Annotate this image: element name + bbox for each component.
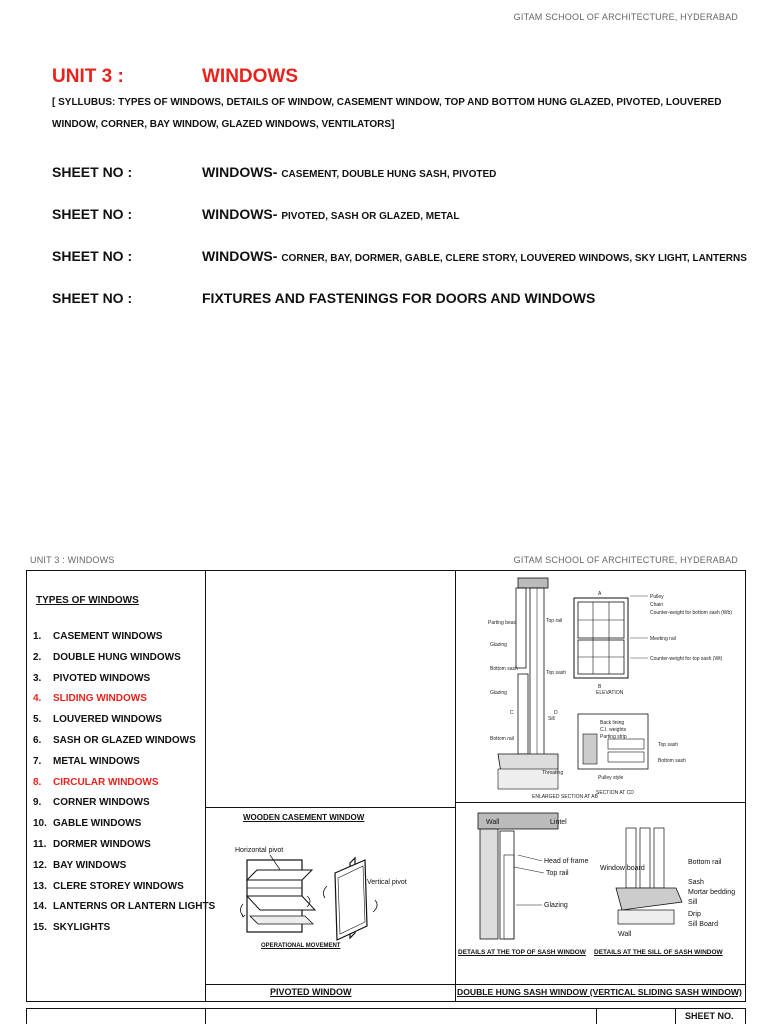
syllabus xyxy=(52,92,752,136)
window-type-number: 8. xyxy=(33,776,42,788)
window-type-label: SKYLIGHTS xyxy=(53,922,111,934)
svg-text:Top sash: Top sash xyxy=(546,670,567,676)
svg-text:Head of frame: Head of frame xyxy=(544,858,589,865)
window-type-number: 10. xyxy=(33,818,47,830)
pivoted-window-caption: PIVOTED WINDOW xyxy=(270,987,352,997)
window-type-item xyxy=(33,693,147,704)
sash-sill-detail xyxy=(596,818,746,942)
svg-text:Bottom rail: Bottom rail xyxy=(688,859,722,866)
window-type-item xyxy=(33,673,150,684)
window-type-item xyxy=(33,652,181,663)
svg-text:Counter-weight for top sash (W: Counter-weight for top sash (Wt) xyxy=(650,656,723,662)
operational-movement-caption: OPERATIONAL MOVEMENT xyxy=(261,943,341,949)
vertical-pivot-label: Vertical pivot xyxy=(367,879,407,886)
window-type-label: DORMER WINDOWS xyxy=(53,839,151,850)
window-type-number: 12. xyxy=(33,859,47,871)
svg-text:ENLARGED SECTION AT AB: ENLARGED SECTION AT AB xyxy=(532,794,598,800)
window-type-label: LANTERNS OR LANTERN LIGHTS xyxy=(53,901,216,913)
divider xyxy=(205,807,455,808)
svg-text:Top rail: Top rail xyxy=(546,870,569,877)
title-block xyxy=(26,1008,746,1024)
svg-text:Window board: Window board xyxy=(600,865,645,872)
divider xyxy=(596,1008,597,1024)
window-type-number: 14. xyxy=(33,901,47,913)
sash-sill-caption: DETAILS AT THE SILL OF SASH WINDOW xyxy=(594,949,723,956)
window-type-label: CLERE STOREY WINDOWS xyxy=(53,880,184,892)
window-type-number: 2. xyxy=(33,651,42,663)
window-type-item xyxy=(33,839,151,850)
window-type-number: 6. xyxy=(33,735,42,746)
unit-title: WINDOWS xyxy=(202,66,299,87)
svg-text:Bottom rail: Bottom rail xyxy=(490,736,514,742)
window-type-item xyxy=(33,777,159,788)
svg-text:Throating: Throating xyxy=(542,770,564,776)
svg-text:D: D xyxy=(554,710,558,716)
sheet-title: WINDOWS- PIVOTED, SASH OR GLAZED, METAL xyxy=(202,206,460,222)
svg-text:Mortar bedding: Mortar bedding xyxy=(688,889,736,896)
syllabus-line-2: WINDOW, CORNER, BAY WINDOW, GLAZED WINDOWS, VENTILATORS] xyxy=(52,119,395,130)
window-type-number: 11. xyxy=(33,839,47,850)
window-type-label: METAL WINDOWS xyxy=(53,755,140,767)
svg-text:Sill Board: Sill Board xyxy=(688,921,718,928)
window-type-item xyxy=(33,735,196,746)
divider xyxy=(205,570,206,1002)
institute-header: GITAM SCHOOL OF ARCHITECTURE, HYDERABAD xyxy=(513,12,738,22)
window-type-label: CIRCULAR WINDOWS xyxy=(53,776,159,788)
window-type-number: 4. xyxy=(33,693,42,705)
svg-text:Back lining: Back lining xyxy=(600,720,625,726)
divider xyxy=(455,570,456,1002)
window-type-label: DOUBLE HUNG WINDOWS xyxy=(53,651,181,663)
window-type-item xyxy=(33,631,162,642)
svg-text:Lintel: Lintel xyxy=(550,819,567,826)
sash-top-detail xyxy=(458,805,593,945)
window-type-item xyxy=(33,714,162,725)
svg-text:C.I. weights: C.I. weights xyxy=(600,727,627,733)
divider xyxy=(205,1008,206,1024)
svg-text:Chain: Chain xyxy=(650,602,664,608)
window-type-label: CASEMENT WINDOWS xyxy=(53,631,163,642)
window-type-label: LOUVERED WINDOWS xyxy=(53,714,162,726)
svg-text:Sash: Sash xyxy=(688,879,704,886)
sheet-no-label: SHEET NO. xyxy=(685,1011,734,1021)
svg-text:Bottom sash: Bottom sash xyxy=(490,666,518,672)
svg-text:Glazing: Glazing xyxy=(490,642,507,648)
sheet-label: SHEET NO : xyxy=(52,206,133,222)
svg-text:SECTION AT CD: SECTION AT CD xyxy=(596,790,634,796)
window-type-item xyxy=(33,901,215,912)
window-type-label: SASH OR GLAZED WINDOWS xyxy=(53,735,196,746)
institute-header: GITAM SCHOOL OF ARCHITECTURE, HYDERABAD xyxy=(513,555,738,565)
wooden-casement-caption: WOODEN CASEMENT WINDOW xyxy=(243,813,365,822)
svg-text:Top sash: Top sash xyxy=(658,742,679,748)
svg-text:Counter-weight for bottom sash: Counter-weight for bottom sash (Wb) xyxy=(650,610,732,616)
window-type-label: BAY WINDOWS xyxy=(53,859,127,871)
sheet-label: SHEET NO : xyxy=(52,290,133,306)
window-type-item xyxy=(33,860,126,871)
window-type-item xyxy=(33,818,141,829)
svg-text:Bottom sash: Bottom sash xyxy=(658,758,686,764)
svg-text:Parting bead: Parting bead xyxy=(488,620,517,626)
window-type-number: 9. xyxy=(33,797,42,809)
divider xyxy=(455,802,746,803)
svg-text:Wall: Wall xyxy=(486,819,500,826)
window-type-number: 3. xyxy=(33,672,42,684)
svg-text:ELEVATION: ELEVATION xyxy=(596,690,624,696)
sash-top-caption: DETAILS AT THE TOP OF SASH WINDOW xyxy=(458,949,586,956)
pivoted-window-drawing xyxy=(225,838,435,958)
divider xyxy=(205,984,746,985)
svg-text:Top rail: Top rail xyxy=(546,618,563,624)
unit-label: UNIT 3 : xyxy=(52,66,124,87)
svg-text:C: C xyxy=(510,710,514,716)
window-type-number: 5. xyxy=(33,714,42,726)
horizontal-pivot-label: Horizontal pivot xyxy=(235,847,284,854)
divider xyxy=(675,1008,676,1024)
syllabus-line-1: [ SYLLUBUS: TYPES OF WINDOWS, DETAILS OF WINDOW, CASEMENT WINDOW, TOP AND BOTTOM HUNG GLAZED, PIVOTED, LOUVERED xyxy=(52,97,722,108)
sheet-title: FIXTURES AND FASTENINGS FOR DOORS AND WINDOWS xyxy=(202,290,596,306)
window-type-item xyxy=(33,797,150,808)
window-type-item xyxy=(33,922,110,933)
window-type-item xyxy=(33,756,140,767)
window-type-label: SLIDING WINDOWS xyxy=(53,693,147,705)
svg-text:A: A xyxy=(598,591,602,597)
svg-text:Sill: Sill xyxy=(688,899,698,906)
double-hung-caption: DOUBLE HUNG SASH WINDOW (VERTICAL SLIDING SASH WINDOW) xyxy=(457,987,742,997)
svg-text:Meeting rail: Meeting rail xyxy=(650,636,676,642)
window-type-label: GABLE WINDOWS xyxy=(53,818,142,830)
svg-text:B: B xyxy=(598,684,602,690)
window-type-item xyxy=(33,881,184,892)
sheet-label: SHEET NO : xyxy=(52,164,133,180)
svg-text:Pulley style: Pulley style xyxy=(598,775,624,781)
sheet-title: WINDOWS- CASEMENT, DOUBLE HUNG SASH, PIVOTED xyxy=(202,164,497,180)
sheet-label: SHEET NO : xyxy=(52,248,133,264)
svg-text:Wall: Wall xyxy=(618,931,632,938)
svg-text:Sill: Sill xyxy=(548,716,555,722)
svg-text:Glazing: Glazing xyxy=(544,902,568,909)
svg-text:Parting strip: Parting strip xyxy=(600,734,627,740)
window-type-label: PIVOTED WINDOWS xyxy=(53,672,151,684)
window-type-number: 7. xyxy=(33,755,42,767)
window-type-number: 15. xyxy=(33,922,47,934)
svg-text:Pulley: Pulley xyxy=(650,594,664,600)
window-type-number: 1. xyxy=(33,631,42,642)
types-heading: TYPES OF WINDOWS xyxy=(36,595,139,606)
svg-text:Glazing: Glazing xyxy=(490,690,507,696)
unit-header: UNIT 3 : WINDOWS xyxy=(30,555,115,565)
window-type-number: 13. xyxy=(33,880,47,892)
double-hung-sash-drawing xyxy=(458,574,743,800)
svg-text:Drip: Drip xyxy=(688,911,701,918)
window-type-label: CORNER WINDOWS xyxy=(53,797,150,809)
sheet-title: WINDOWS- CORNER, BAY, DORMER, GABLE, CLERE STORY, LOUVERED WINDOWS, SKY LIGHT, LANTERNS xyxy=(202,248,747,264)
